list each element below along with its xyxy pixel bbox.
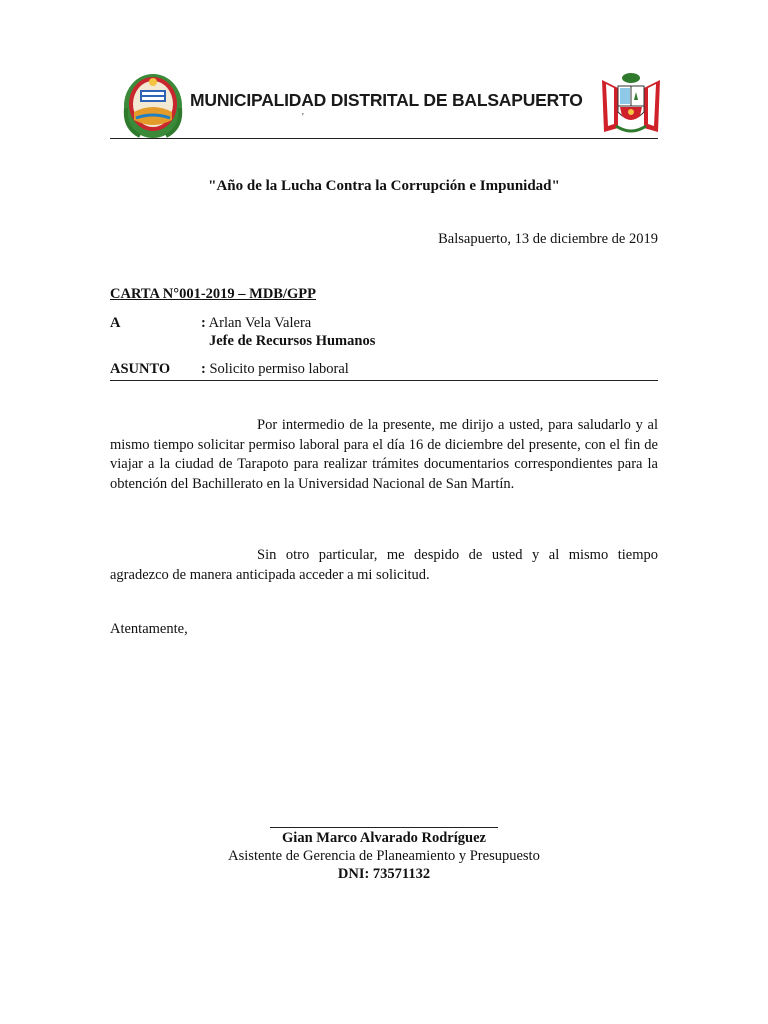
signatory-dni: DNI: 73571132 xyxy=(337,866,431,882)
subject-label: ASUNTO xyxy=(110,361,171,377)
header-mark: ' xyxy=(302,112,304,123)
recipient-role: Jefe de Recursos Humanos xyxy=(209,333,376,349)
closing-salutation: Atentamente, xyxy=(110,621,188,637)
subject-divider xyxy=(110,380,658,381)
peru-coat-of-arms-icon xyxy=(600,70,662,136)
subject-separator: : xyxy=(201,361,206,377)
recipient-label: A xyxy=(110,315,121,331)
body-paragraph-2: Sin otro particular, me despido de usted y al mismo tiempo agradezco de manera anticipada acceder a mi solicitud. xyxy=(110,547,658,583)
municipal-emblem-icon xyxy=(122,68,184,140)
recipient-name: Arlan Vela Valera xyxy=(208,315,312,331)
recipient-separator: : xyxy=(201,315,206,331)
letter-reference: CARTA N°001-2019 – MDB/GPP xyxy=(110,286,316,302)
recipient-line xyxy=(201,315,311,332)
header-divider xyxy=(110,138,658,139)
signatory-title: Asistente de Gerencia de Planeamiento y Presupuesto xyxy=(228,848,540,864)
institution-name: MUNICIPALIDAD DISTRITAL DE BALSAPUERTO xyxy=(190,90,583,110)
subject-text: Solicito permiso laboral xyxy=(209,361,349,377)
signatory-name: Gian Marco Alvarado Rodríguez xyxy=(282,830,486,846)
subject-line xyxy=(201,361,349,378)
body-paragraph-1: Por intermedio de la presente, me dirijo a usted, para saludarlo y al mismo tiempo solicitar permiso laboral para el día 16 de diciembre del presente, con el fin de viajar a la ciudad de Tarapoto para realizar trámites documentarios correspondientes para la obtención del Bachillerato en la Universidad Nacional de San Martín. xyxy=(110,417,658,492)
signature-line xyxy=(270,827,498,828)
year-motto: "Año de la Lucha Contra la Corrupción e Impunidad" xyxy=(208,178,560,194)
date-line: Balsapuerto, 13 de diciembre de 2019 xyxy=(438,231,658,247)
